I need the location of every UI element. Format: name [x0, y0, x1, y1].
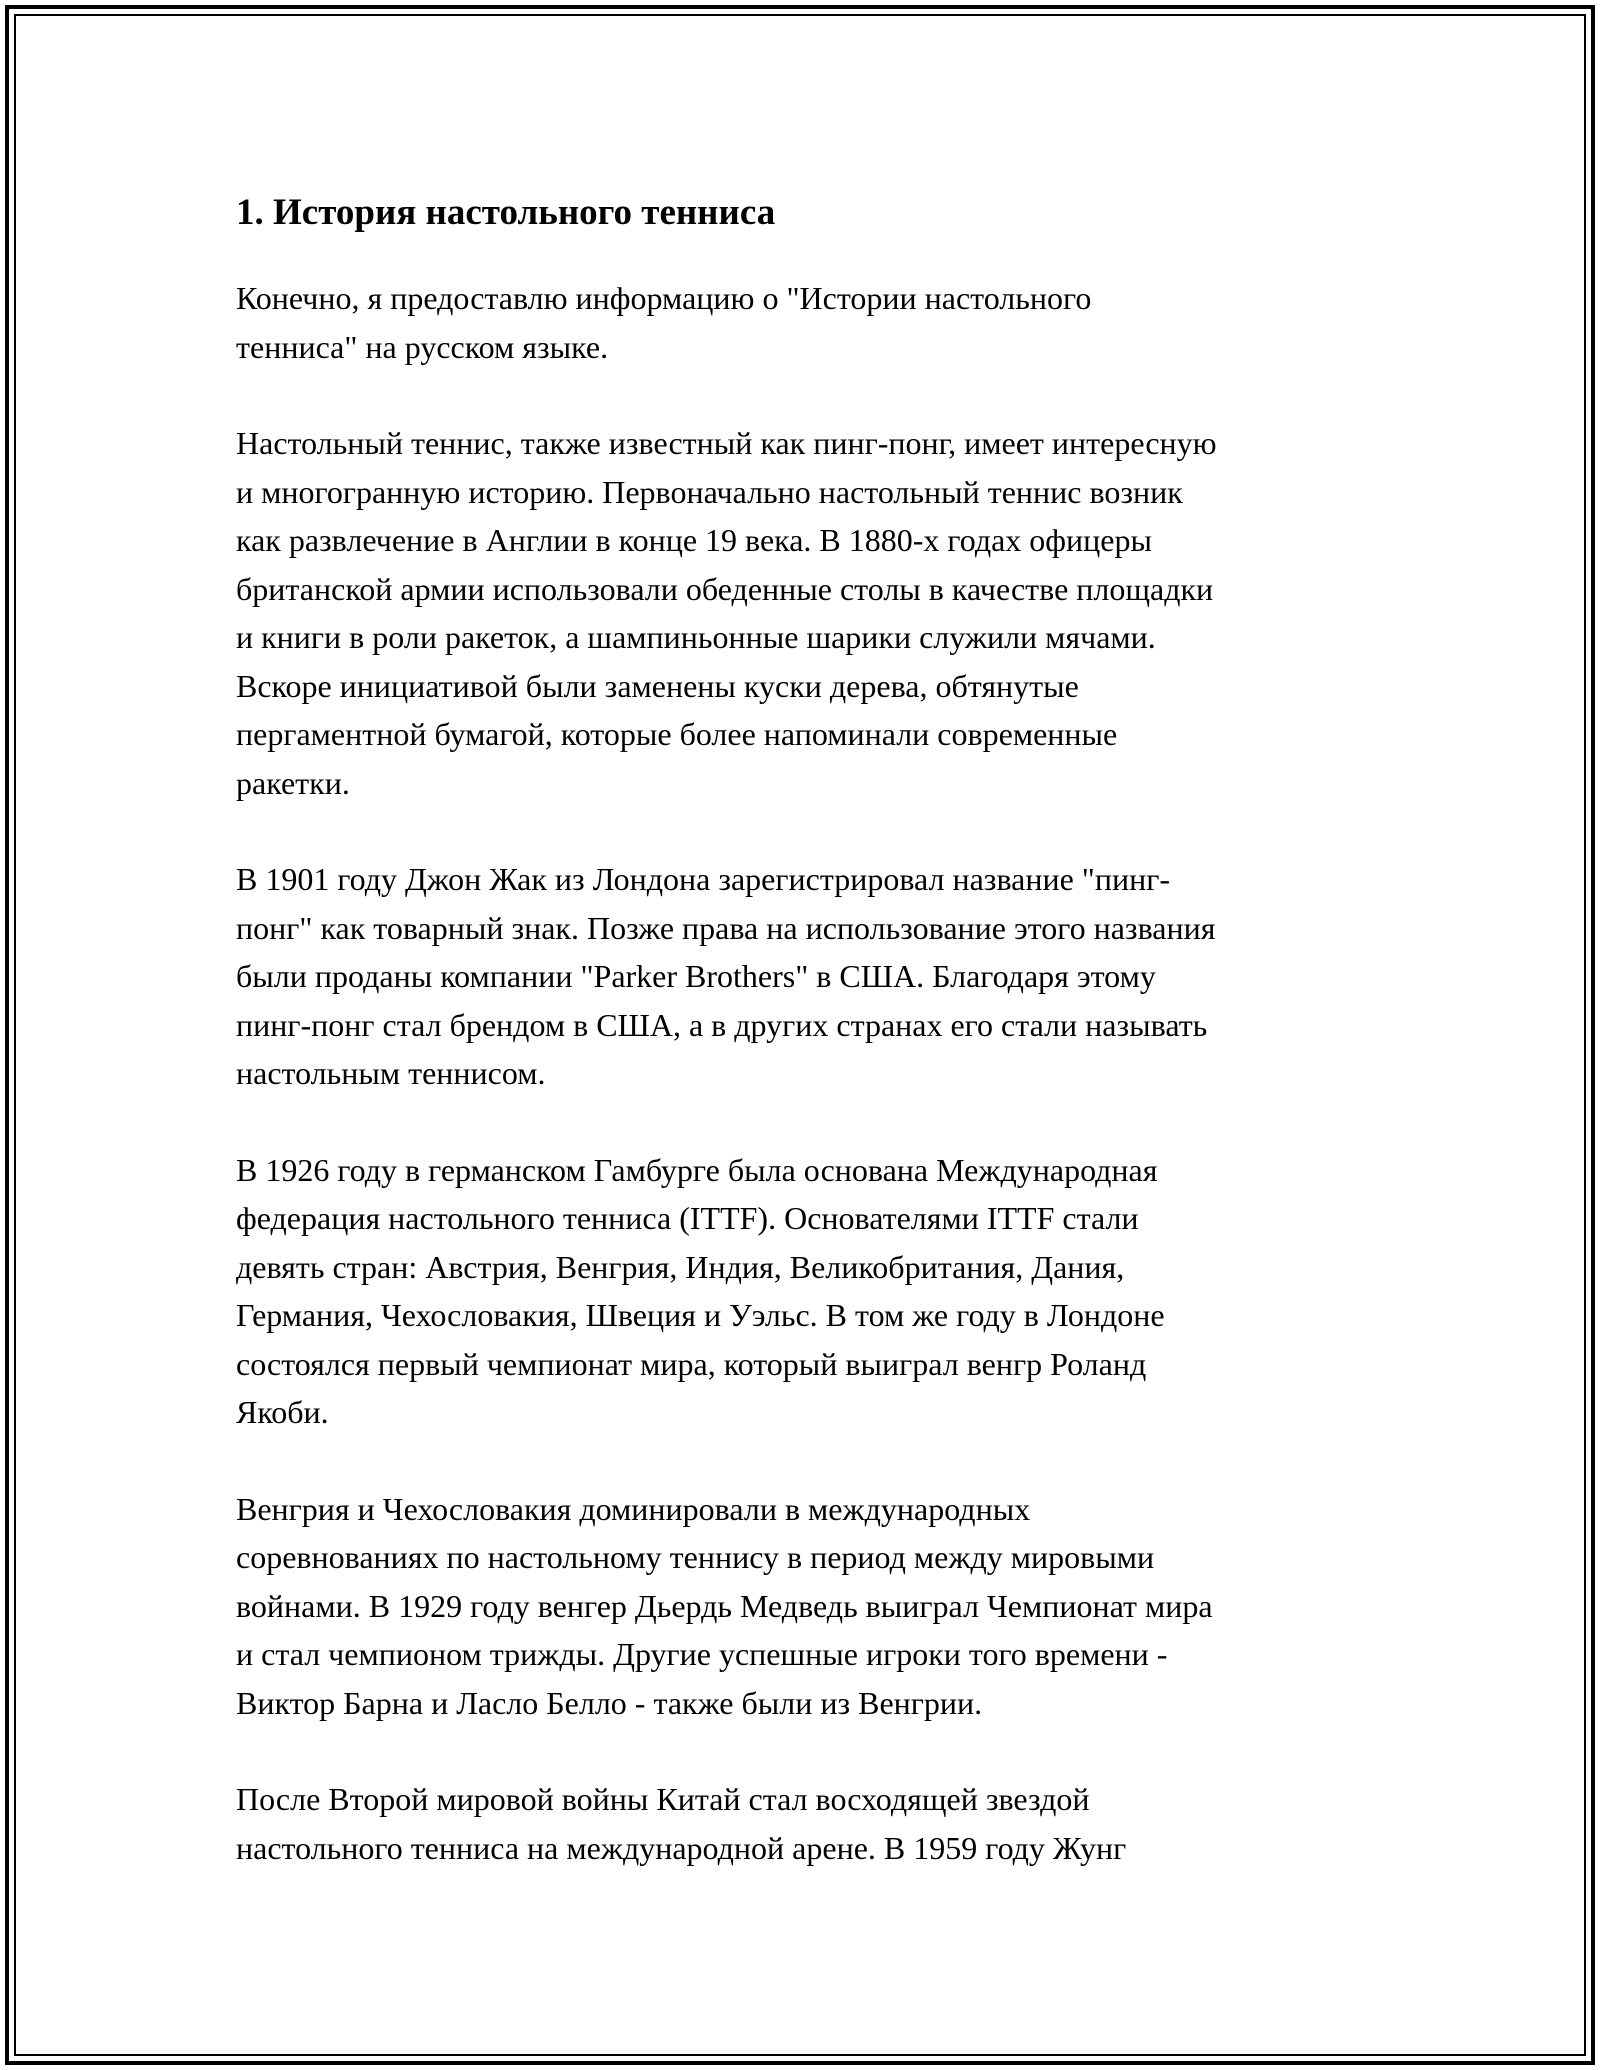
paragraph-intro: Конечно, я предоставлю информацию о "Истории настольного тенниса" на русском языке.	[236, 280, 1092, 365]
document-page	[236, 186, 1376, 1920]
paragraph-ittf: В 1926 году в германском Гамбурге была основана Международная федерация настольного тенниса (ITTF). Основателями ITTF стали девять стран: Австрия, Венгрия, Индия, Великобритания, Дания, Германия, Чехословакия, Швеция и Уэльс. В том же году в Лондоне состоялся первый чемпионат мира, который выиграл венгр Роланд Якоби.	[236, 1151, 1165, 1430]
paragraph-trademark: В 1901 году Джон Жак из Лондона зарегистрировал название "пинг- понг" как товарный знак. Позже права на использование этого названия были проданы компании "Parker Brothers" в США. Благодаря этому пинг-понг стал брендом в США, а в других странах его стали называть настольным теннисом.	[236, 861, 1216, 1091]
paragraph-hungary: Венгрия и Чехословакия доминировали в международных соревнованиях по настольному теннису в период между мировыми войнами. В 1929 году венгер Дьердь Медведь выиграл Чемпионат мира и стал чемпионом трижды. Другие успешные игроки того времени - Виктор Барна и Ласло Белло - также были из Венгрии.	[236, 1490, 1213, 1721]
paragraph-china: После Второй мировой войны Китай стал восходящей звездой настольного тенниса на международной арене. В 1959 году Жунг	[236, 1781, 1127, 1866]
section-heading: 1. История настольного тенниса	[236, 192, 776, 233]
paragraph-origins: Настольный теннис, также известный как пинг-понг, имеет интересную и многогранную историю. Первоначально настольный теннис возник как развлечение в Англии в конце 19 века. В 1880-х годах офицеры британской армии использовали обеденные столы в качестве площадки и книги в роли ракеток, а шампиньонные шарики служили мячами. Вскоре инициативой были заменены куски дерева, обтянутые пергаментной бумагой, которые более напоминали современные ракетки.	[236, 425, 1217, 801]
